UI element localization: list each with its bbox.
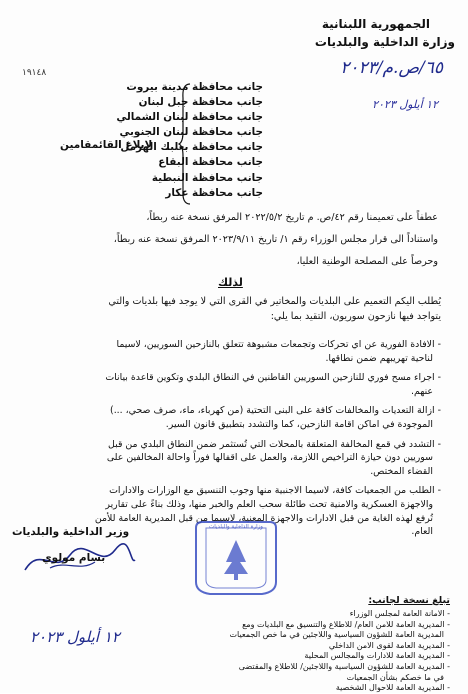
intro-line: واستناداً الى قرار مجلس الوزراء رقم ١/ تاريخ ٢٠٢٣/٩/١١ المرفق نسخة عنه ربطاً، — [113, 234, 438, 245]
letterhead-ministry: وزارة الداخلية والبلديات — [314, 35, 455, 49]
copy-item: في ما خصكم بشأن الجمعيات — [346, 672, 444, 682]
point-line: لناحية تهريبهم ضمن نطاقها. — [325, 352, 433, 364]
point-line: تُرفع لهذه الغاية من قبل الادارات والاجهزة المعنية، لاسيما من قبل المديرية العامة للأمن — [94, 512, 433, 524]
heading-therefore: لذلك — [218, 276, 243, 289]
point-item — [21, 371, 441, 398]
point-item — [21, 438, 441, 479]
point-item — [21, 404, 441, 431]
date-handwritten-top: ١٢ أيلول ٢٠٢٣ — [372, 98, 438, 111]
point-line: - الافادة الفورية عن اي تحركات وتجمعات مشبوهة تتعلق بالنازحين السوريين، لاسيما — [116, 339, 441, 350]
intro-line: وحرصاً على المصلحة الوطنية العليا، — [296, 256, 438, 267]
addressee-item: جانب محافظة لبنان الشمالي — [116, 111, 263, 124]
addressee-brace — [178, 82, 192, 206]
copies-list — [200, 609, 450, 694]
point-item — [21, 338, 441, 365]
stamp-label: وزارة الداخلية والبلديات — [209, 524, 263, 530]
instruction-line: يتواجد فيها نازحون سوريون، التقيد بما يلي: — [270, 311, 441, 322]
point-line: الموجودة في اماكن اقامة النازحين، كما والتشدد بتطبيق قانون السير. — [165, 418, 433, 430]
addressee-item: جانب محافظة جبل لبنان — [138, 96, 263, 109]
point-line: - ازالة التعديات والمخالفات كافة على البنى التحتية (من كهرباء، ماء، صرف صحي، ...) — [110, 405, 441, 417]
signature-title: وزير الداخلية والبلديات — [12, 526, 130, 538]
copies-title: تبلغ نسخة لجانب: — [368, 595, 450, 606]
point-line: القضاء المختص. — [370, 465, 433, 477]
instruction-line: يُطلب اليكم التعميم على البلديات والمخاتير في القرى التي لا يوجد فيها بلديات والتي — [108, 296, 441, 307]
copy-item: - المديرية العامة للادارات والمجالس المحلية — [304, 651, 450, 661]
copy-item: المديرية العامة للشؤون السياسية واللاجئين في ما خص الجمعيات — [229, 630, 444, 640]
signature-name: بسام مولوي — [42, 552, 106, 564]
addressee-item: جانب محافظة بعلبك الهرمل — [120, 141, 263, 154]
copy-item: - الامانة العامة لمجلس الوزراء — [349, 609, 450, 618]
date-handwritten-bottom: ١٢ أيلول ٢٠٢٣ — [30, 628, 120, 646]
point-line: - التشدد في قمع المخالفة المتعلقة بالمحلات التي تُستثمر ضمن النطاق البلدي من قبل — [108, 438, 441, 450]
point-line: والاجهزة العسكرية والامنية تحت طائلة سحب العلم والخبر منها، وذلك بناءً على تقارير — [105, 498, 433, 510]
intro-line: عطفاً على تعميمنا رقم ٤٢/ص. م تاريخ ٢٠٢٢/٥/٢ المرفق نسخة عنه ربطاً، — [146, 212, 438, 223]
archive-number: ١٩١٤٨ — [22, 68, 47, 78]
point-line: العام. — [411, 526, 433, 538]
copy-item: - المديرية العامة للاحوال الشخصية — [335, 683, 450, 693]
addressee-item: جانب محافظة مدينة بيروت — [126, 81, 263, 93]
instruction-points — [21, 338, 441, 539]
reference-number-handwritten: ٦٥/ص.م/٢٠٢٣ — [340, 58, 443, 78]
copy-item: - المديرية العامة لقوى الامن الداخلي — [328, 640, 450, 650]
point-line: - اجراء مسح فوري للنازحين السوريين القاطنين في النطاق البلدي وتكوين قاعدة بيانات — [105, 372, 441, 384]
point-line: سوريين دون حيازة التراخيص اللازمة، والعمل على اقفالها فوراً واحالة المخالفين على — [106, 452, 433, 464]
point-line: - الطلب من الجمعيات كافة، لاسيما الاجنبية منها وجوب التنسيق مع الوزارات والادارات — [109, 485, 441, 497]
copy-item: - المديرية العامة للشؤون السياسية واللاجئين/ للاطلاع والمقتضى — [238, 661, 450, 671]
copy-item: - المديرية العامة للامن العام/ للاطلاع والتنسيق مع البلديات ومع — [242, 619, 450, 629]
letterhead-republic: الجمهورية اللبنانية — [321, 17, 430, 31]
addressee-item: جانب محافظة لبنان الجنوبي — [119, 126, 263, 139]
addressee-item: جانب محافظة النبطية — [151, 171, 263, 184]
point-line: عنهم. — [411, 385, 433, 397]
notify-qaimaqams: لابلاغ القائمقامين — [60, 139, 153, 151]
addressee-item: جانب محافظة عكار — [165, 186, 263, 199]
addressee-item: جانب محافظة البقاع — [158, 156, 263, 169]
